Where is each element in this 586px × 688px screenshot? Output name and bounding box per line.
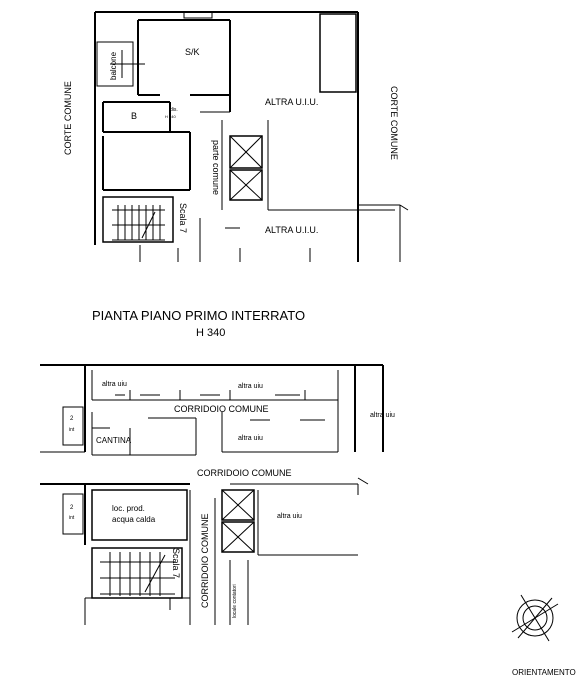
int-lower-number: 2: [70, 505, 74, 511]
balcone-label: balcone: [109, 51, 118, 80]
section-height: H 340: [196, 327, 226, 339]
altra-uiu-bottom-label: ALTRA U.I.U.: [265, 225, 319, 235]
upper-stair-treads: [112, 205, 165, 240]
upper-plan-walls: [95, 12, 408, 262]
corridoio-comune-upper-label: CORRIDOIO COMUNE: [174, 404, 269, 414]
b-label: B: [131, 111, 138, 121]
int-lower-label: int: [69, 515, 75, 521]
altra-uiu-right-label: altra uiu: [370, 412, 395, 419]
altra-uiu-3-label: altra uiu: [238, 435, 263, 442]
locale-contatori-label: locale contatori: [232, 584, 238, 618]
section-title: PIANTA PIANO PRIMO INTERRATO: [92, 308, 306, 323]
upper-scala-label: Scala 7: [178, 203, 188, 234]
dis-height-label: H 240: [165, 114, 176, 119]
corridoio-comune-middle-label: CORRIDOIO COMUNE: [197, 468, 292, 478]
loc-prod-label-line1: loc. prod.: [112, 504, 145, 513]
altra-uiu-1-label: altra uiu: [102, 381, 127, 388]
dis-label: dis.: [170, 107, 178, 113]
orientation-label: ORIENTAMENTO: [512, 668, 576, 677]
corte-comune-left-label: CORTE COMUNE: [63, 81, 73, 155]
corte-comune-right-label: CORTE COMUNE: [389, 86, 399, 160]
altra-uiu-top-label: ALTRA U.I.U.: [265, 97, 319, 107]
parte-comune-label: parte comune: [211, 140, 221, 196]
corridoio-comune-vertical-label: CORRIDOIO COMUNE: [200, 513, 210, 608]
altra-uiu-lower-label: altra uiu: [277, 513, 302, 520]
lower-stair-treads: [100, 552, 175, 596]
loc-prod-label-line2: acqua calda: [112, 515, 156, 524]
altra-uiu-2-label: altra uiu: [238, 383, 263, 390]
int-upper-number: 2: [70, 416, 74, 422]
sk-label: S/K: [185, 47, 200, 57]
lower-scala-label: Scala 7: [171, 548, 181, 579]
int-upper-label: int: [69, 427, 75, 433]
compass-rose: [512, 595, 558, 641]
cantina-label: CANTINA: [96, 436, 132, 445]
